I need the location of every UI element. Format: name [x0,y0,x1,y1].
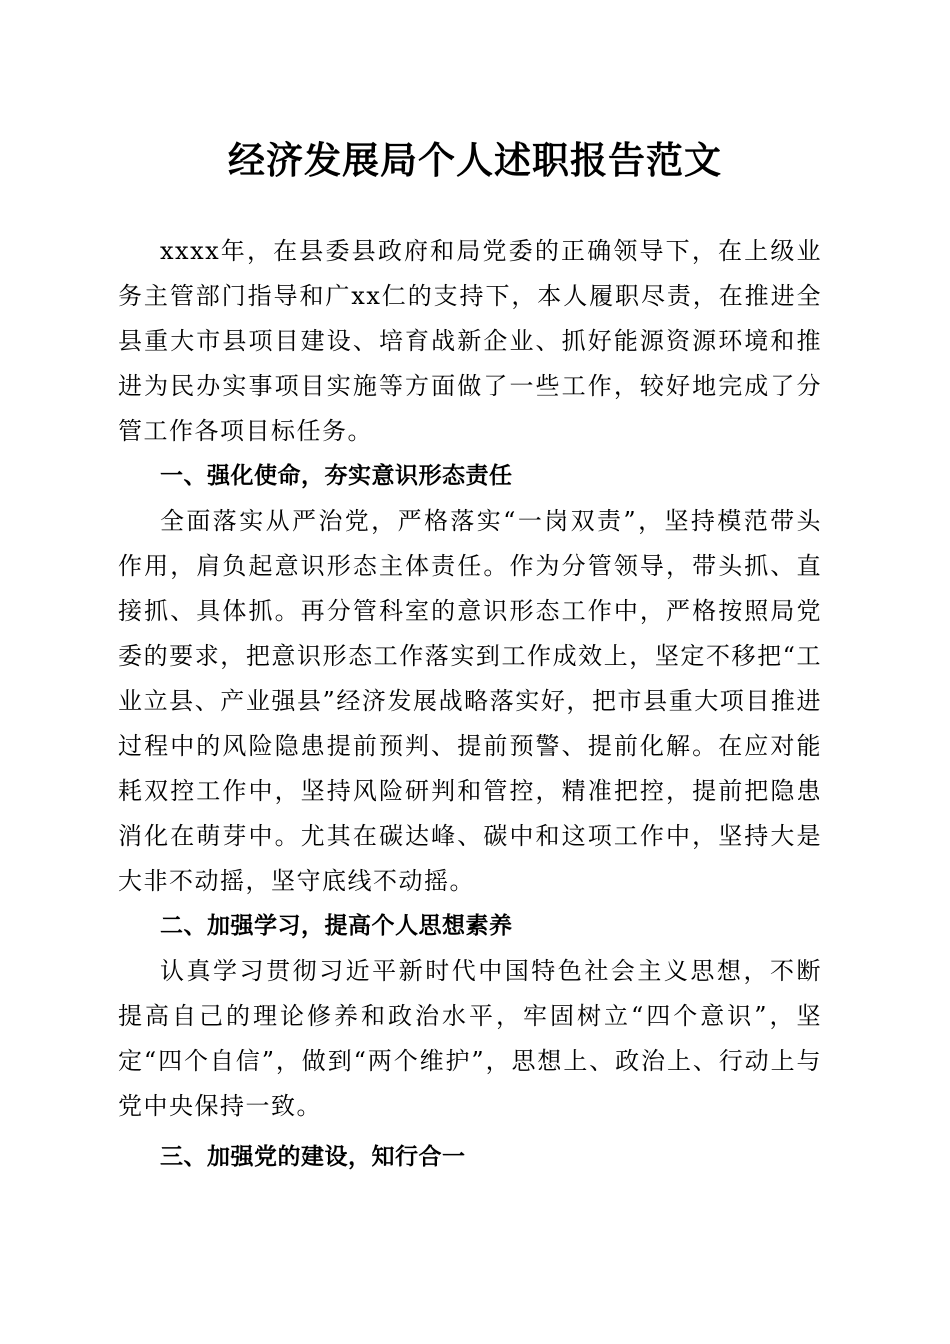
section-heading-3: 三、加强党的建设，知行合一 [160,1144,466,1170]
intro-paragraph: xxxx年，在县委县政府和局党委的正确领导下，在上级业务主管部门指导和广xx仁的支持下，本人履职尽责，在推进全县重大市县项目建设、培育战新企业、抓好能源资源环境和推进为民办实事项目实施等方面做了一些工作，较好地完成了分管工作各项目标任务。 [118,237,822,445]
document-title: 经济发展局个人述职报告范文 [228,138,722,182]
section-paragraph-1: 全面落实从严治党，严格落实“一岗双责”，坚持模范带头作用，肩负起意识形态主体责任。作为分管领导，带头抓、直接抓、具体抓。再分管科室的意识形态工作中，严格按照局党委的要求，把意识形态工作落实到工作成效上，坚定不移把“工业立县、产业强县”经济发展战略落实好，把市县重大项目推进过程中的风险隐患提前预判、提前预警、提前化解。在应对能耗双控工作中，坚持风险研判和管控，精准把控，提前把隐患消化在萌芽中。尤其在碳达峰、碳中和这项工作中，坚持大是大非不动摇，坚守底线不动摇。 [118,507,822,895]
section-heading-2: 二、加强学习，提高个人思想素养 [160,913,513,939]
section-heading-1: 一、强化使命，夯实意识形态责任 [160,463,513,489]
document-body [118,229,822,1180]
section-paragraph-2: 认真学习贯彻习近平新时代中国特色社会主义思想，不断提高自己的理论修养和政治水平，牢固树立“四个意识”，坚定“四个自信”，做到“两个维护”，思想上、政治上、行动上与党中央保持一致。 [118,957,822,1120]
